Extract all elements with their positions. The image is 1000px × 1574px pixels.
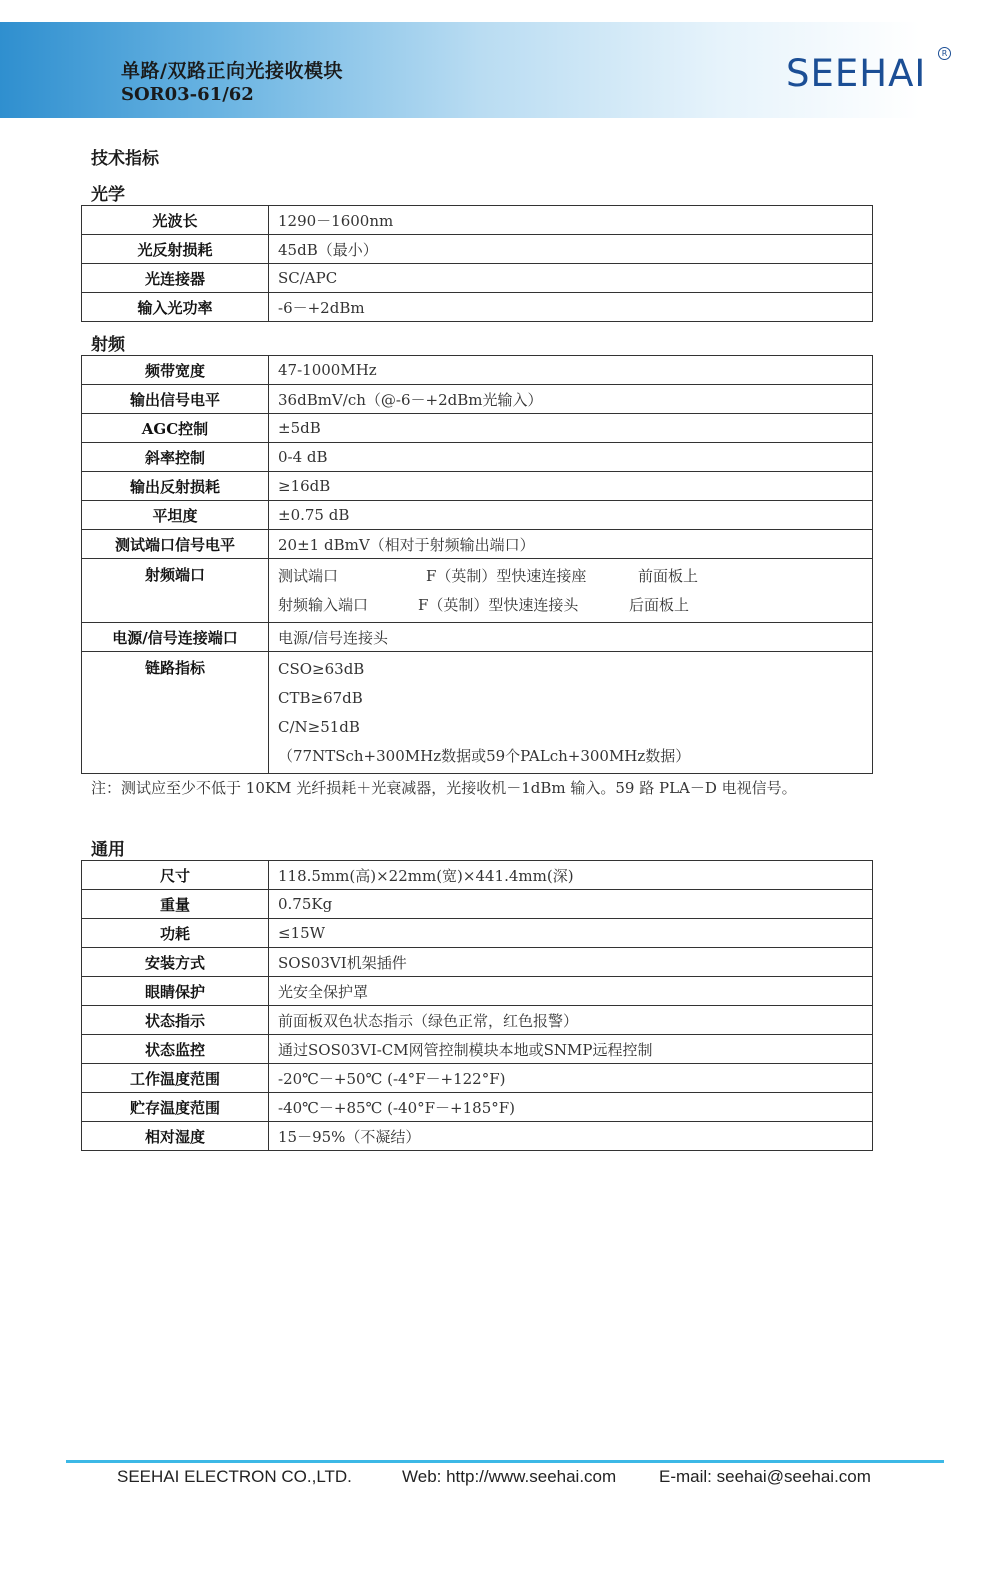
footer-web-link[interactable]: Web: http://www.seehai.com bbox=[402, 1467, 617, 1486]
spec-value: -6－+2dBm bbox=[269, 293, 873, 322]
table-row bbox=[82, 235, 873, 264]
spec-label: 平坦度 bbox=[82, 501, 269, 530]
spec-value: 118.5mm(高)×22mm(宽)×441.4mm(深) bbox=[269, 861, 873, 890]
table-row bbox=[82, 1035, 873, 1064]
table-row bbox=[82, 890, 873, 919]
spec-value bbox=[269, 559, 873, 623]
table-row bbox=[82, 861, 873, 890]
port-type: F（英制）型快速连接座 bbox=[426, 567, 587, 585]
spec-value: 47-1000MHz bbox=[269, 356, 873, 385]
spec-value bbox=[269, 652, 873, 774]
table-row bbox=[82, 1064, 873, 1093]
table-row bbox=[82, 1093, 873, 1122]
spec-label: 频带宽度 bbox=[82, 356, 269, 385]
rf-heading: 射频 bbox=[91, 335, 125, 355]
footer-email-link[interactable]: E-mail: seehai@seehai.com bbox=[659, 1467, 871, 1486]
spec-value: -40℃－+85℃ (-40°F－+185°F) bbox=[269, 1093, 873, 1122]
spec-label: 输出信号电平 bbox=[82, 385, 269, 414]
table-row bbox=[82, 414, 873, 443]
table-row bbox=[82, 264, 873, 293]
spec-label: 输出反射损耗 bbox=[82, 472, 269, 501]
port-location: 后面板上 bbox=[629, 596, 690, 614]
link-spec-line: CTB≥67dB bbox=[278, 689, 363, 707]
spec-label: 贮存温度范围 bbox=[82, 1093, 269, 1122]
spec-value: SC/APC bbox=[269, 264, 873, 293]
spec-label: 相对湿度 bbox=[82, 1122, 269, 1151]
general-heading: 通用 bbox=[91, 840, 125, 860]
document-title: 单路/双路正向光接收模块 bbox=[121, 60, 343, 82]
spec-label: 测试端口信号电平 bbox=[82, 530, 269, 559]
table-row bbox=[82, 652, 873, 774]
port-name: 测试端口 bbox=[278, 567, 339, 585]
spec-label: 功耗 bbox=[82, 919, 269, 948]
table-row bbox=[82, 623, 873, 652]
rf-table bbox=[81, 355, 873, 774]
table-row bbox=[82, 1122, 873, 1151]
spec-label: 输入光功率 bbox=[82, 293, 269, 322]
spec-value: 45dB（最小） bbox=[269, 235, 873, 264]
spec-value: 1290－1600nm bbox=[269, 206, 873, 235]
spec-value: 通过SOS03VI-CM网管控制模块本地或SNMP远程控制 bbox=[269, 1035, 873, 1064]
table-row bbox=[82, 948, 873, 977]
table-row bbox=[82, 293, 873, 322]
spec-value: ≥16dB bbox=[269, 472, 873, 501]
port-type: F（英制）型快速连接头 bbox=[418, 596, 579, 614]
spec-value: 0.75Kg bbox=[269, 890, 873, 919]
spec-value: 15－95%（不凝结） bbox=[269, 1122, 873, 1151]
footer-company: SEEHAI ELECTRON CO.,LTD. bbox=[117, 1467, 352, 1486]
spec-label: AGC控制 bbox=[82, 414, 269, 443]
spec-value: 电源/信号连接头 bbox=[269, 623, 873, 652]
link-spec-line: CSO≥63dB bbox=[278, 660, 365, 678]
spec-label: 状态监控 bbox=[82, 1035, 269, 1064]
spec-label: 眼睛保护 bbox=[82, 977, 269, 1006]
general-table bbox=[81, 860, 873, 1151]
table-row bbox=[82, 501, 873, 530]
spec-value: ±5dB bbox=[269, 414, 873, 443]
link-spec-line: C/N≥51dB bbox=[278, 718, 360, 736]
spec-label: 重量 bbox=[82, 890, 269, 919]
spec-value: SOS03VI机架插件 bbox=[269, 948, 873, 977]
spec-value: 36dBmV/ch（@-6－+2dBm光输入） bbox=[269, 385, 873, 414]
optical-table bbox=[81, 205, 873, 322]
link-spec-line: （77NTSch+300MHz数据或59个PALch+300MHz数据） bbox=[278, 747, 691, 765]
port-name: 射频输入端口 bbox=[278, 596, 369, 614]
table-row bbox=[82, 977, 873, 1006]
table-row bbox=[82, 356, 873, 385]
spec-label: 光连接器 bbox=[82, 264, 269, 293]
registered-mark-icon: R bbox=[938, 47, 951, 60]
spec-value: 0-4 dB bbox=[269, 443, 873, 472]
model-number: SOR03-61/62 bbox=[121, 84, 254, 105]
table-row bbox=[82, 1006, 873, 1035]
rf-port-line bbox=[278, 593, 872, 622]
spec-label: 安装方式 bbox=[82, 948, 269, 977]
spec-label: 电源/信号连接端口 bbox=[82, 623, 269, 652]
table-row bbox=[82, 559, 873, 623]
table-row bbox=[82, 472, 873, 501]
table-row bbox=[82, 530, 873, 559]
spec-label: 射频端口 bbox=[82, 559, 269, 623]
footer-divider bbox=[66, 1460, 944, 1463]
table-row bbox=[82, 385, 873, 414]
test-note: 注：测试应至少不低于 10KM 光纤损耗＋光衰减器，光接收机－1dBm 输入。59 路 PLA－D 电视信号。 bbox=[91, 779, 797, 797]
spec-value: -20℃－+50℃ (-4°F－+122°F) bbox=[269, 1064, 873, 1093]
spec-value: ±0.75 dB bbox=[269, 501, 873, 530]
tech-specs-heading: 技术指标 bbox=[91, 149, 159, 169]
table-row bbox=[82, 443, 873, 472]
spec-label: 链路指标 bbox=[82, 652, 269, 774]
rf-port-line bbox=[278, 564, 872, 593]
spec-label: 工作温度范围 bbox=[82, 1064, 269, 1093]
spec-value: ≤15W bbox=[269, 919, 873, 948]
port-location: 前面板上 bbox=[638, 567, 699, 585]
spec-value: 前面板双色状态指示（绿色正常，红色报警） bbox=[269, 1006, 873, 1035]
table-row bbox=[82, 206, 873, 235]
spec-value: 光安全保护罩 bbox=[269, 977, 873, 1006]
spec-label: 状态指示 bbox=[82, 1006, 269, 1035]
spec-value: 20±1 dBmV（相对于射频输出端口） bbox=[269, 530, 873, 559]
spec-label: 尺寸 bbox=[82, 861, 269, 890]
spec-label: 光波长 bbox=[82, 206, 269, 235]
seehai-logo: SEEHAI bbox=[786, 52, 927, 95]
spec-label: 斜率控制 bbox=[82, 443, 269, 472]
spec-label: 光反射损耗 bbox=[82, 235, 269, 264]
optical-heading: 光学 bbox=[91, 185, 125, 205]
table-row bbox=[82, 919, 873, 948]
